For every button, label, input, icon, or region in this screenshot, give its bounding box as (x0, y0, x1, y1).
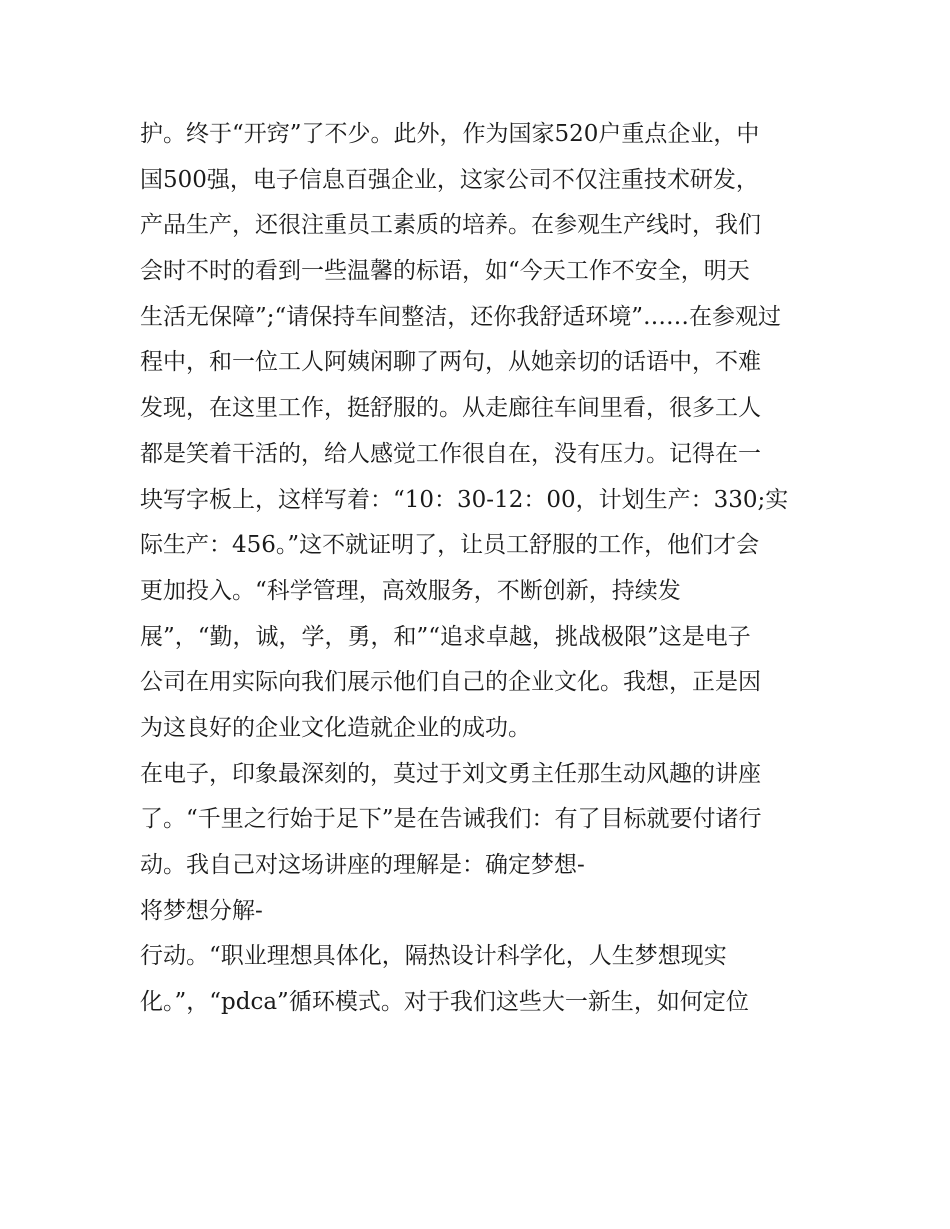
text-line: 将梦想分解- (140, 897, 263, 924)
text-line: 了。“千里之行始于足下”是在告诫我们：有了目标就要付诸行 (140, 806, 762, 833)
text-line: 公司在用实际向我们展示他们自己的企业文化。我想，正是因 (140, 669, 761, 696)
text-line: 展”，“勤，诚，学，勇，和”“追求卓越，挑战极限”这是电子 (140, 623, 751, 650)
body-text (140, 112, 820, 1026)
text-line: 生活无保障”;“请保持车间整洁，还你我舒适环境”……在参观过 (140, 303, 782, 330)
text-line: 会时不时的看到一些温馨的标语，如“今天工作不安全，明天 (140, 258, 750, 285)
text-line: 产品生产，还很注重员工素质的培养。在参观生产线时，我们 (140, 212, 761, 239)
text-line: 际生产：456。”这不就证明了，让员工舒服的工作，他们才会 (140, 532, 760, 559)
text-line: 程中，和一位工人阿姨闲聊了两句，从她亲切的话语中，不难 (140, 349, 761, 376)
text-line: 块写字板上，这样写着：“10：30-12：00，计划生产：330;实 (140, 486, 789, 513)
text-line: 都是笑着干活的，给人感觉工作很自在，没有压力。记得在一 (140, 440, 761, 467)
text-line: 行动。“职业理想具体化，隔热设计科学化，人生梦想现实 (140, 943, 727, 970)
text-line: 国500强，电子信息百强企业，这家公司不仅注重技术研发， (140, 166, 759, 193)
text-line: 更加投入。“科学管理，高效服务，不断创新，持续发 (140, 577, 681, 604)
text-line: 化。”，“pdca”循环模式。对于我们这些大一新生，如何定位 (140, 989, 749, 1016)
text-line: 发现，在这里工作，挺舒服的。从走廊往车间里看，很多工人 (140, 395, 761, 422)
text-line: 在电子，印象最深刻的，莫过于刘文勇主任那生动风趣的讲座 (140, 760, 761, 787)
text-line: 动。我自己对这场讲座的理解是：确定梦想- (140, 852, 585, 878)
text-line: 为这良好的企业文化造就企业的成功。 (140, 714, 531, 741)
text-line: 护。终于“开窍”了不少。此外，作为国家520户重点企业，中 (140, 121, 760, 147)
